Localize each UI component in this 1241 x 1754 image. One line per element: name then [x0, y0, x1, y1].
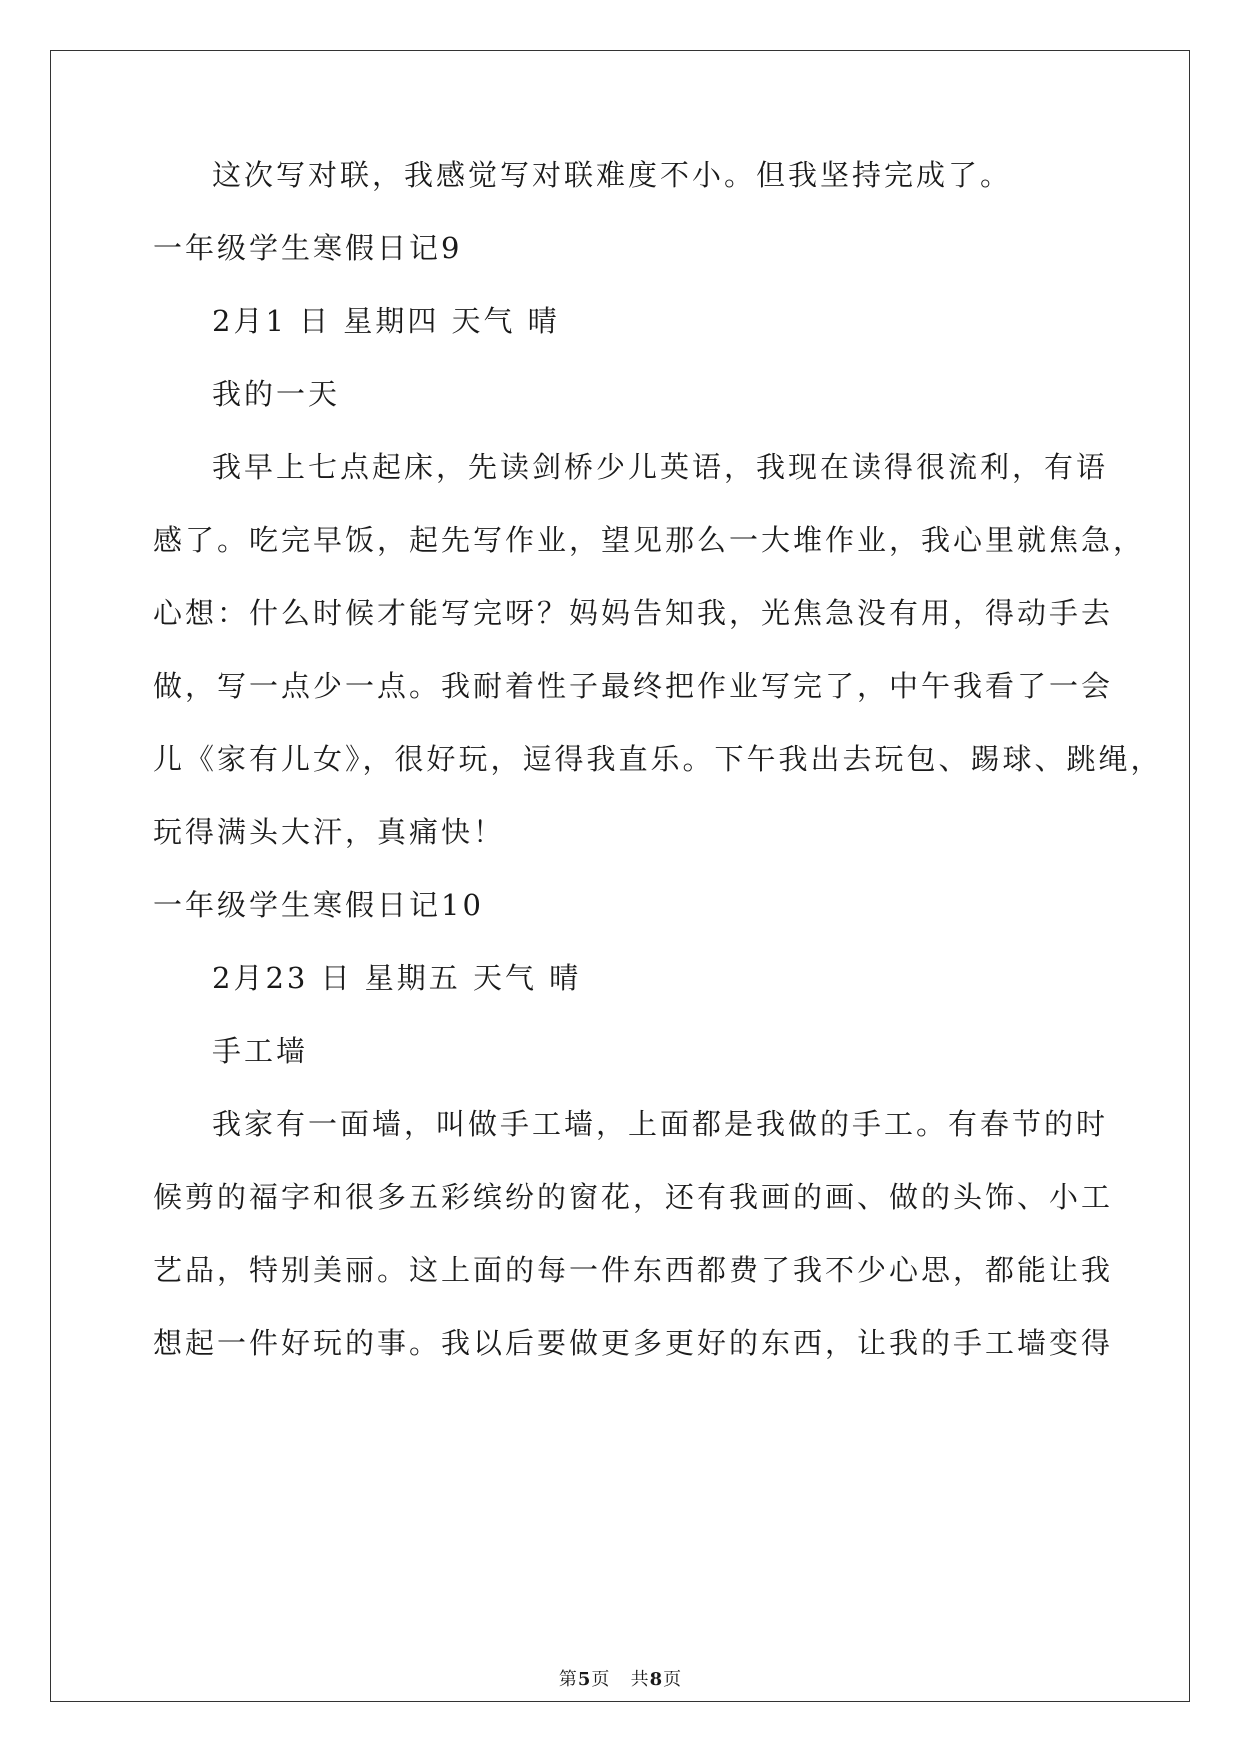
diary-title: 我的一天	[212, 377, 341, 411]
paragraph-line: 我早上七点起床，先读剑桥少儿英语，我现在读得很流利，有语	[212, 450, 1109, 484]
paragraph-line: 做，写一点少一点。我耐着性子最终把作业写完了，中午我看了一会	[153, 669, 1114, 703]
paragraph-line: 这次写对联，我感觉写对联难度不小。但我坚持完成了。	[212, 158, 1013, 192]
diary-title: 手工墙	[212, 1034, 309, 1068]
paragraph-line: 心想：什么时候才能写完呀？妈妈告知我，光焦急没有用，得动手去	[153, 596, 1114, 630]
paragraph-line: 候剪的福字和很多五彩缤纷的窗花，还有我画的画、做的头饰、小工	[153, 1180, 1114, 1214]
paragraph-line: 想起一件好玩的事。我以后要做更多更好的东西，让我的手工墙变得	[153, 1326, 1114, 1360]
paragraph-line: 感了。吃完早饭，起先写作业，望见那么一大堆作业，我心里就焦急，	[153, 523, 1146, 557]
page-border	[50, 50, 1190, 1702]
paragraph-line: 儿《家有儿女》，很好玩，逗得我直乐。下午我出去玩包、踢球、跳绳，	[153, 742, 1163, 776]
diary-heading: 一年级学生寒假日记9	[153, 231, 463, 265]
page-footer	[0, 1668, 1241, 1692]
footer-page-number: 5	[577, 1669, 592, 1690]
footer-total-pages: 8	[649, 1669, 664, 1690]
diary-date-line: 2月23 日 星期五 天气 晴	[212, 961, 582, 995]
diary-date-line: 2月1 日 星期四 天气 晴	[212, 304, 560, 338]
footer-total-prefix: 共	[630, 1669, 650, 1690]
paragraph-line: 我家有一面墙，叫做手工墙，上面都是我做的手工。有春节的时	[212, 1107, 1109, 1141]
footer-total-suffix: 页	[663, 1669, 683, 1690]
footer-page-prefix: 第	[558, 1669, 578, 1690]
paragraph-line: 玩得满头大汗，真痛快！	[153, 815, 506, 849]
footer-page-suffix: 页	[591, 1669, 611, 1690]
diary-heading: 一年级学生寒假日记10	[153, 888, 484, 922]
paragraph-line: 艺品，特别美丽。这上面的每一件东西都费了我不少心思，都能让我	[153, 1253, 1114, 1287]
